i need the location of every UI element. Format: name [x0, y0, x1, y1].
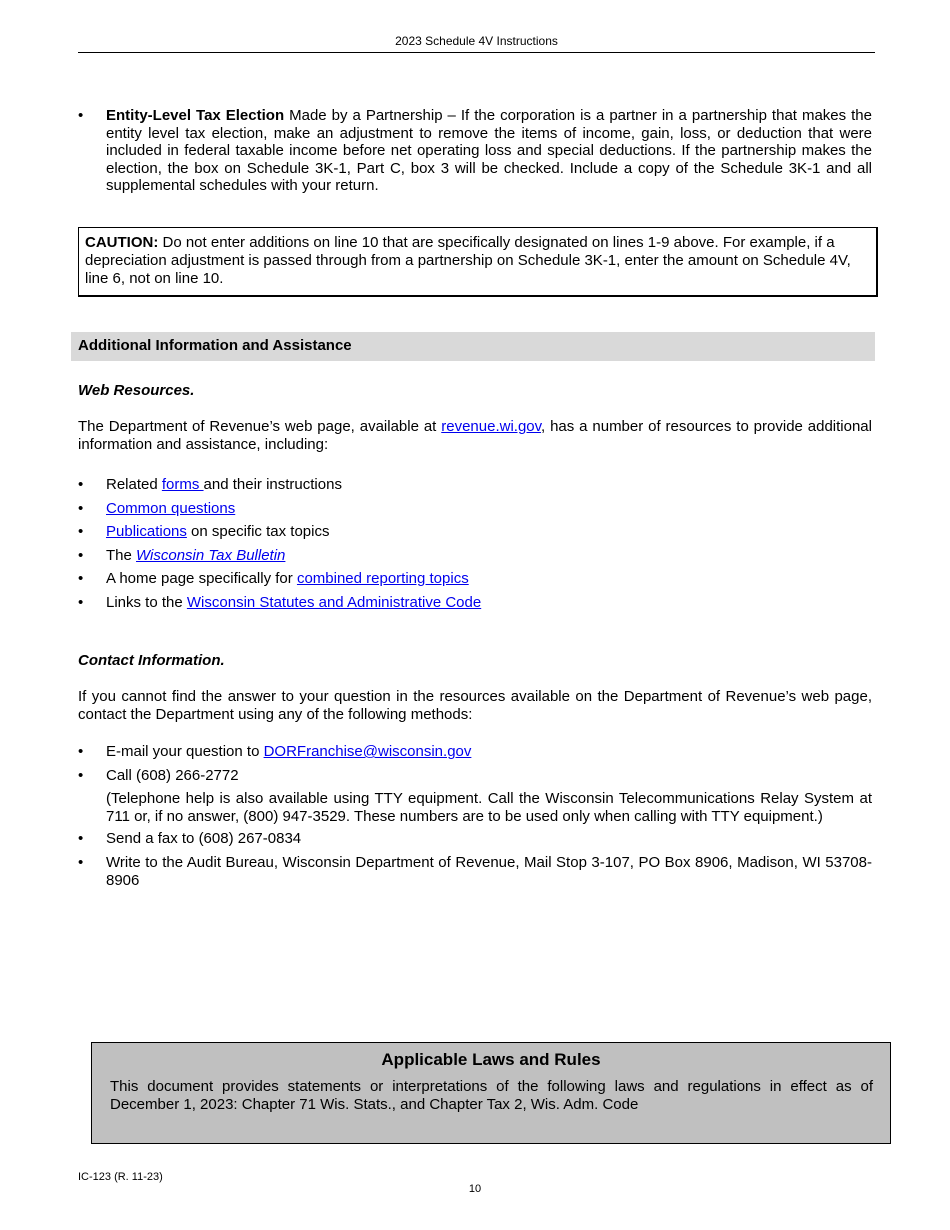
web-resources-intro — [78, 418, 872, 453]
bullet-marker: • — [78, 570, 84, 587]
publications-link[interactable]: Publications — [106, 523, 187, 540]
contact-call-item — [78, 767, 872, 785]
web-resource-item-text — [106, 547, 872, 565]
contact-email-item — [78, 743, 872, 761]
contact-write-item — [78, 854, 872, 889]
contact-fax-text: Send a fax to (608) 267-0834 — [106, 830, 302, 847]
entity-level-label: Entity-Level Tax Election — [106, 107, 285, 124]
applicable-laws-box — [91, 1042, 891, 1144]
web-resource-item — [78, 594, 872, 612]
contact-heading: Contact Information. — [78, 652, 225, 669]
bullet-marker: • — [78, 743, 84, 760]
applicable-laws-text: This document provides statements or interpretations of the following laws and regulations in effect as of December 1, 2023: Chapter 71 Wis. Stats., and Chapter Tax 2, Wis. Adm. Code — [110, 1078, 873, 1113]
bullet-marker: • — [78, 547, 84, 564]
contact-intro: If you cannot find the answer to your question in the resources available on the Department of Revenue’s web page, contact the Department using any of the following methods: — [78, 688, 872, 723]
item-text-before: Links to the — [106, 594, 187, 611]
bullet-marker: • — [78, 476, 84, 493]
header-rule — [78, 52, 875, 53]
web-resource-item — [78, 500, 872, 518]
web-resource-item-text — [106, 476, 872, 494]
section-heading-bar — [71, 332, 875, 361]
bullet-marker: • — [78, 767, 84, 784]
contact-call-text: Call (608) 266-2772 — [106, 767, 239, 784]
item-text-after: on specific tax topics — [186, 523, 330, 540]
section-heading: Additional Information and Assistance — [78, 337, 352, 354]
bullet-marker: • — [78, 500, 84, 517]
web-intro-before: The Department of Revenue’s web page, available at — [78, 418, 442, 435]
revenue-site-link[interactable]: revenue.wi.gov — [441, 418, 542, 435]
caution-label: CAUTION: — [85, 234, 159, 251]
entity-level-body: Made by a Partnership – If the corporation is a partner in a partnership that makes the entity level tax election, make an adjustment to remove the items of income, gain, loss, or deduction that were included in federal taxable income before net operating loss and special deductions. If the partnership makes the election, the box on Schedule 3K-1, Part C, box 3 will be checked. Include a copy of the Schedule 3K-1 and all supplemental schedules with your return. — [106, 107, 872, 194]
web-resource-item-text — [106, 570, 872, 588]
common-questions-link[interactable]: Common questions — [106, 500, 236, 517]
contact-fax-item — [78, 830, 872, 848]
web-resource-item — [78, 523, 872, 541]
contact-write-text: Write to the Audit Bureau, Wisconsin Department of Revenue, Mail Stop 3-107, PO Box 8906, Madison, WI 53708-8906 — [106, 854, 872, 889]
applicable-laws-title: Applicable Laws and Rules — [381, 1050, 601, 1069]
statutes-link[interactable]: Wisconsin Statutes and Administrative Code — [186, 594, 482, 611]
bullet-marker: • — [78, 107, 84, 124]
item-text-before: A home page specifically for — [106, 570, 297, 587]
bullet-marker: • — [78, 523, 84, 540]
web-resource-item-text — [106, 500, 872, 518]
email-prefix: E-mail your question to — [106, 743, 264, 760]
tty-note-text: (Telephone help is also available using TTY equipment. Call the Wisconsin Telecommunications Relay System at 711 or, if no answer, (800) 947-3529. These numbers are to be used only when calling with TTY equipment.) — [106, 790, 872, 825]
web-resources-heading: Web Resources. — [78, 382, 195, 399]
web-resource-item — [78, 570, 872, 588]
caution-box — [78, 227, 878, 297]
caution-body: Do not enter additions on line 10 that are specifically designated on lines 1-9 above. For example, if a depreciation adjustment is passed through from a partnership on Schedule 3K-1, enter the amount on Schedule 4V, line 6, not on line 10. — [85, 234, 851, 287]
bullet-marker: • — [78, 854, 84, 871]
item-text-before: Related — [106, 476, 162, 493]
page-header-title: 2023 Schedule 4V Instructions — [395, 34, 558, 48]
contact-email-text — [106, 743, 872, 761]
email-link[interactable]: DORFranchise@wisconsin.gov — [263, 743, 472, 760]
tty-note — [78, 790, 872, 825]
entity-level-text — [106, 107, 872, 195]
entity-level-bullet — [78, 107, 872, 195]
item-text-after: and their instructions — [203, 476, 342, 493]
combined-reporting-link[interactable]: combined reporting topics — [296, 570, 469, 587]
forms-link[interactable]: forms — [161, 476, 204, 493]
web-resource-item — [78, 476, 872, 494]
web-resource-item — [78, 547, 872, 565]
web-resource-item-text — [106, 523, 872, 541]
page-number: 10 — [468, 1183, 482, 1195]
tax-bulletin-link[interactable]: Wisconsin Tax Bulletin — [136, 547, 286, 564]
bullet-marker: • — [78, 830, 84, 847]
web-resource-item-text — [106, 594, 872, 612]
item-text-before: The — [106, 547, 137, 564]
bullet-marker: • — [78, 594, 84, 611]
caution-text — [85, 234, 873, 288]
form-id: IC-123 (R. 11-23) — [78, 1171, 163, 1183]
web-intro-after: , has a number of resources to provide additional information and assistance, including: — [78, 418, 872, 453]
